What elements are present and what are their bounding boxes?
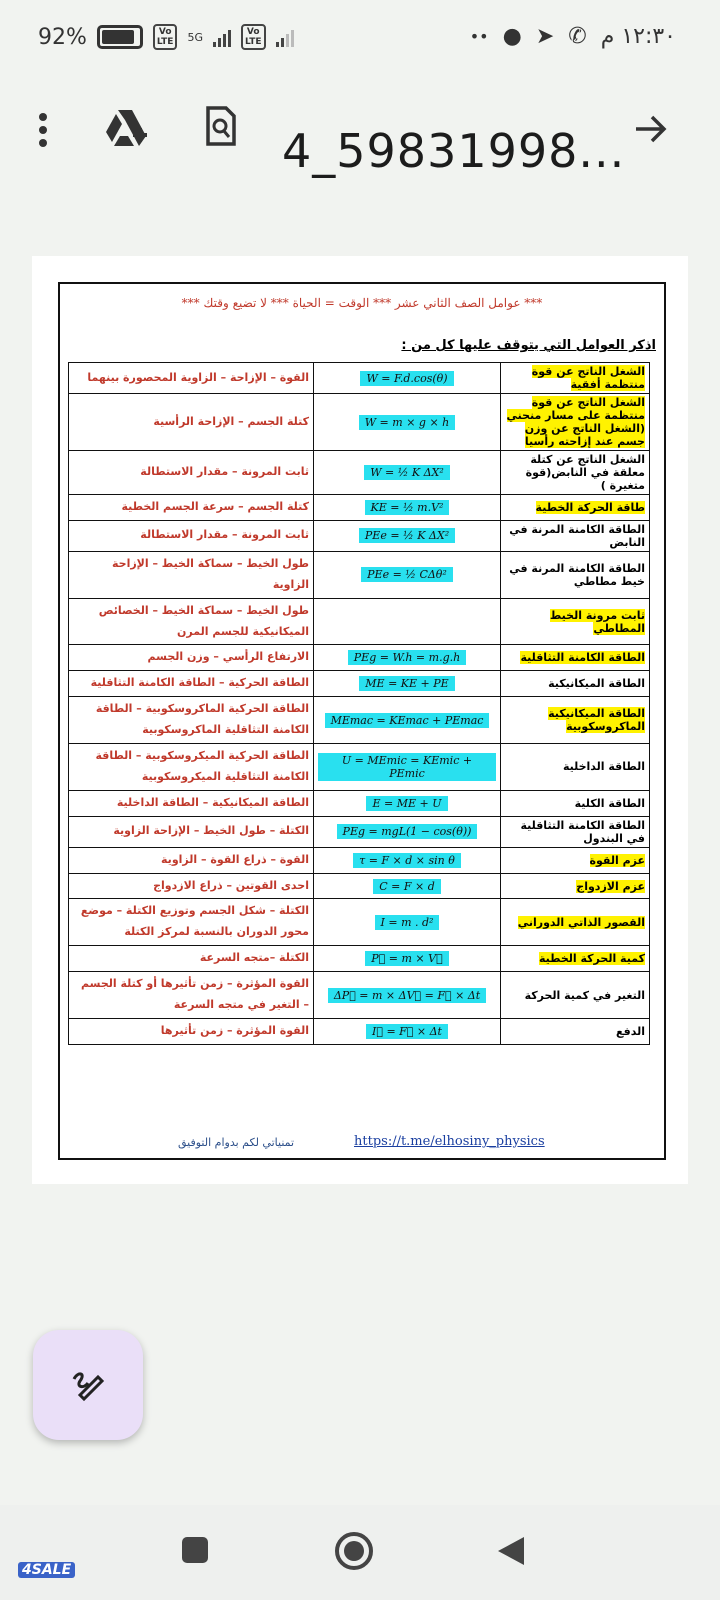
status-left [38, 24, 294, 50]
formula-text: W = ½ K ΔX² [364, 465, 450, 480]
row-factors: الكتلة – طول الخيط – الإزاحة الزاوية [69, 816, 314, 847]
formula-text: P⃗ = m × V⃗ [365, 951, 448, 966]
telegram-icon: ➤ [535, 24, 555, 49]
table-row [69, 394, 650, 451]
formula-text: MEmac = KEmac + PEmac [325, 713, 490, 728]
table-row [69, 744, 650, 791]
system-nav-bar [0, 1505, 720, 1600]
formula-text: PEe = ½ K ΔX² [359, 528, 455, 543]
brand-watermark: 4SALE [18, 1562, 75, 1578]
whatsapp-icon: ✆ [568, 24, 587, 49]
row-factors: القوة المؤثرة – زمن تأثيرها أو كتلة الجسم – التغير في متجه السرعة [69, 972, 314, 1019]
row-formula [314, 520, 501, 551]
row-formula [314, 790, 501, 816]
row-factors: طول الخيط – سماكة الخيط – الخصائص الميكانيكية للجسم المرن [69, 598, 314, 645]
row-name-text: القصور الذاتي الدوراني [517, 915, 645, 929]
row-formula [314, 1018, 501, 1044]
row-name-text: كمية الحركة الخطية [538, 952, 645, 966]
battery-percent: 92% [38, 24, 87, 50]
row-factors: كتلة الجسم – الإزاحة الرأسية [69, 394, 314, 451]
table-row [69, 972, 650, 1019]
row-name [501, 816, 650, 847]
row-factors: الكتلة –متجه السرعة [69, 946, 314, 972]
row-formula [314, 899, 501, 946]
row-factors: القوة المؤثرة – زمن تأثيرها [69, 1018, 314, 1044]
row-formula [314, 645, 501, 671]
table-row [69, 790, 650, 816]
table-row [69, 645, 650, 671]
table-row [69, 451, 650, 495]
table-row [69, 847, 650, 873]
row-name-text: الطاقة الكلية [574, 796, 645, 810]
row-name [501, 790, 650, 816]
battery-icon [97, 25, 143, 49]
find-in-file-icon[interactable] [206, 106, 236, 150]
row-formula [314, 873, 501, 899]
formula-text: PEe = ½ CΔθ² [361, 567, 453, 582]
row-formula [314, 551, 501, 598]
row-name-text: الطاقة الداخلية [562, 760, 645, 774]
row-name-text: عزم الازدواج [576, 879, 645, 893]
table-row [69, 495, 650, 521]
table-row [69, 873, 650, 899]
row-formula [314, 946, 501, 972]
row-name-text: الدفع [616, 1024, 645, 1038]
document-page[interactable] [32, 256, 688, 1184]
row-formula [314, 697, 501, 744]
row-name-text: الطاقة الكامنة التثاقلية [520, 651, 645, 665]
row-name [501, 744, 650, 791]
row-name [501, 495, 650, 521]
row-name [501, 671, 650, 697]
row-name [501, 363, 650, 394]
formula-text: PEg = mgL(1 − cos(θ)) [337, 824, 478, 839]
open-arrow-icon[interactable] [634, 114, 668, 148]
row-factors: ثابت المرونة – مقدار الاستطالة [69, 520, 314, 551]
formula-text: ΔP⃗ = m × ΔV⃗ = F⃗ × Δt [328, 988, 486, 1003]
more-vert-icon[interactable] [38, 112, 48, 152]
page-frame [58, 282, 666, 1160]
row-name-text: طاقة الحركة الخطية [535, 500, 645, 514]
row-factors: الكتلة – شكل الجسم وتوزيع الكتلة – موضع محور الدوران بالنسبة لمركز الكتلة [69, 899, 314, 946]
row-name-text: ثابت مرونة الخيط المطاطي [549, 608, 645, 635]
row-name [501, 598, 650, 645]
home-button[interactable] [334, 1531, 374, 1575]
row-name [501, 645, 650, 671]
clock: ١٢:٣٠ م [600, 24, 676, 49]
formula-text: E = ME + U [366, 796, 447, 811]
formula-text: I = m . d² [375, 915, 440, 930]
row-name-text: عزم القوة [589, 853, 645, 867]
formula-text: KE = ½ m.V² [365, 500, 450, 515]
row-name [501, 520, 650, 551]
row-name [501, 946, 650, 972]
row-name [501, 873, 650, 899]
row-name-text: التغير في كمية الحركة [524, 988, 645, 1002]
table-row [69, 816, 650, 847]
recents-button[interactable] [180, 1535, 210, 1569]
row-formula [314, 598, 501, 645]
row-name-text: الطاقة الميكانيكية الماكروسكوبية [548, 707, 645, 734]
formula-text: τ = F × d × sin θ [353, 853, 461, 868]
row-name-text: الطاقة الكامنة المرنة في خيط مطاطي [509, 561, 645, 588]
row-formula [314, 671, 501, 697]
row-name [501, 551, 650, 598]
factors-table [68, 362, 650, 1045]
row-factors: كتلة الجسم – سرعة الجسم الخطية [69, 495, 314, 521]
network-type: 5G [187, 30, 203, 44]
row-name-text: الطاقة الكامنة التثاقلية في البندول [520, 818, 645, 845]
row-formula [314, 744, 501, 791]
telegram-link[interactable]: https://t.me/elhosiny_physics [354, 1134, 545, 1149]
row-name-text: الطاقة الكامنة المرنة في النابض [509, 522, 645, 549]
formula-text: W = m × g × h [359, 415, 456, 430]
back-button[interactable] [496, 1535, 526, 1571]
row-name-text: الشغل الناتج عن كتلة معلقة في النابض(قوة متغيرة ) [525, 453, 645, 492]
row-formula [314, 816, 501, 847]
row-name [501, 972, 650, 1019]
status-bar [0, 0, 720, 78]
volte-icon-2: Vo LTE [241, 24, 266, 50]
row-formula [314, 847, 501, 873]
row-name-text: الشغل الناتج عن قوة منتظمة أفقية [531, 365, 645, 391]
table-row [69, 899, 650, 946]
table-row [69, 363, 650, 394]
table-row [69, 697, 650, 744]
row-factors: الطاقة الميكانيكية – الطاقة الداخلية [69, 790, 314, 816]
row-name-text: الشغل الناتج عن قوة منتظمة على مسار منحني (الشغل الناتج عن وزن جسم عند إزاحته رأسيا [506, 396, 645, 448]
signal-icon [213, 27, 231, 47]
row-factors: القوة – ذراع القوة – الزاوية [69, 847, 314, 873]
chat-icon: ● [502, 24, 522, 49]
add-to-drive-icon[interactable] [104, 108, 150, 152]
row-factors: احدى القوتين – ذراع الازدواج [69, 873, 314, 899]
table-row [69, 551, 650, 598]
row-factors: ثابت المرونة – مقدار الاستطالة [69, 451, 314, 495]
doc-header: *** عوامل الصف الثاني عشر *** الوقت = الحياة *** لا تضيع وقتك *** [181, 296, 543, 310]
row-factors: الطاقة الحركية – الطاقة الكامنة التثاقلية [69, 671, 314, 697]
pen-icon [68, 1365, 108, 1405]
row-name [501, 899, 650, 946]
row-name [501, 697, 650, 744]
formula-text: W = F.d.cos(θ) [360, 371, 453, 386]
formula-text: C = F × d [373, 879, 441, 894]
row-formula [314, 495, 501, 521]
row-name [501, 847, 650, 873]
row-factors: الارتفاع الرأسي – وزن الجسم [69, 645, 314, 671]
viewer-toolbar [0, 78, 720, 223]
row-factors: القوة – الإزاحة – الزاوية المحصورة بينهما [69, 363, 314, 394]
formula-text: PEg = W.h = m.g.h [348, 650, 466, 665]
row-formula [314, 972, 501, 1019]
doc-question: اذكر العوامل التي يتوقف عليها كل من : [401, 338, 656, 353]
volte-icon: Vo LTE [153, 24, 178, 50]
footer-wish: تمنياتي لكم بدوام التوفيق [178, 1136, 295, 1149]
signal-icon-2 [276, 27, 294, 47]
row-formula [314, 363, 501, 394]
row-name [501, 451, 650, 495]
status-right [470, 24, 676, 49]
table-row [69, 520, 650, 551]
row-factors: الطاقة الحركية الماكروسكوبية – الطاقة الكامنة التثاقلية الماكروسكوبية [69, 697, 314, 744]
file-title: 4_59831998... [282, 124, 626, 178]
row-name [501, 394, 650, 451]
row-name [501, 1018, 650, 1044]
formula-text: I⃗ = F⃗ × Δt [366, 1024, 448, 1039]
table-row [69, 946, 650, 972]
table-row [69, 1018, 650, 1044]
row-formula [314, 451, 501, 495]
table-row [69, 598, 650, 645]
formula-text: ME = KE + PE [359, 676, 454, 691]
annotate-button[interactable] [33, 1330, 143, 1440]
row-name-text: الطاقة الميكانيكية [548, 677, 645, 691]
row-factors: طول الخيط – سماكة الخيط – الإزاحة الزاوية [69, 551, 314, 598]
table-row [69, 671, 650, 697]
more-notifications-icon: •• [469, 27, 489, 46]
row-formula [314, 394, 501, 451]
row-factors: الطاقة الحركية الميكروسكوبية – الطاقة الكامنة التثاقلية الميكروسكوبية [69, 744, 314, 791]
formula-text: U = MEmic = KEmic + PEmic [318, 753, 496, 781]
